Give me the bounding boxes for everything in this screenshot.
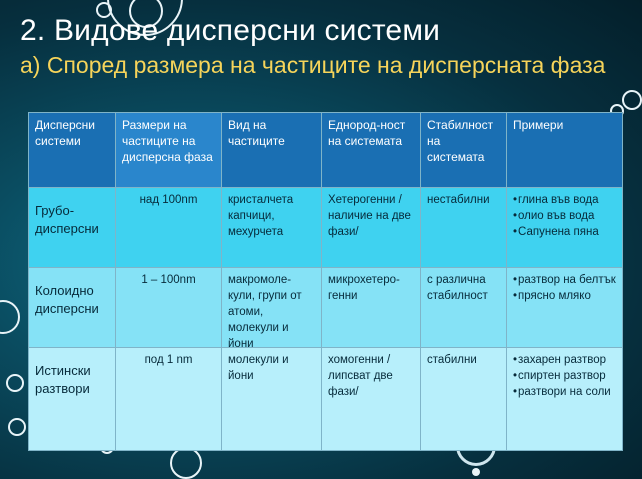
stability-cell: нестабилни — [421, 188, 507, 268]
size-cell: над 100nm — [116, 188, 222, 268]
examples-list — [513, 272, 616, 304]
examples-list — [513, 352, 616, 400]
header-cell: Размери на частиците на дисперсна фаза — [116, 113, 222, 188]
table-row — [29, 268, 623, 348]
list-item: • разтвори на соли — [513, 384, 616, 400]
list-item: • олио във вода — [513, 208, 616, 224]
particles-cell: молекули и йони — [222, 348, 322, 451]
page-subtitle: а) Според размера на частиците на дисперсната фаза — [20, 52, 606, 78]
table-row — [29, 188, 623, 268]
examples-cell — [507, 188, 623, 268]
examples-list — [513, 192, 616, 240]
decorative-bubble — [6, 374, 24, 392]
examples-cell — [507, 348, 623, 451]
decorative-bubble — [472, 468, 480, 476]
dispersion-systems-table — [28, 112, 623, 451]
table-header-row — [29, 113, 623, 188]
row-label: Истински разтвори — [29, 348, 116, 451]
size-cell: 1 – 100nm — [116, 268, 222, 348]
list-item: • спиртен разтвор — [513, 368, 616, 384]
header-cell: Вид на частиците — [222, 113, 322, 188]
list-item: • захарен разтвор — [513, 352, 616, 368]
homogeneity-cell: микрохетеро-генни — [322, 268, 421, 348]
header-cell: Еднород-ност на системата — [322, 113, 421, 188]
particles-cell — [222, 188, 322, 268]
examples-cell — [507, 268, 623, 348]
homogeneity-cell — [322, 188, 421, 268]
list-item: • глина във вода — [513, 192, 616, 208]
decorative-bubble — [0, 300, 20, 334]
homogeneity-text: Хетерогенни / наличие на две фази/ — [328, 194, 411, 238]
size-cell: под 1 nm — [116, 348, 222, 451]
header-cell: Примери — [507, 113, 623, 188]
stability-cell: стабилни — [421, 348, 507, 451]
decorative-bubble — [622, 90, 642, 110]
header-cell: Дисперсни системи — [29, 113, 116, 188]
row-label: Колоидно дисперсни — [29, 268, 116, 348]
particles-cell — [222, 268, 322, 348]
list-item: • разтвор на белтък — [513, 272, 616, 288]
decorative-bubble — [8, 418, 26, 436]
decorative-bubble — [170, 447, 202, 479]
list-item: • Сапунена пяна — [513, 224, 616, 240]
stability-cell: с различна стабилност — [421, 268, 507, 348]
table-row — [29, 348, 623, 451]
header-cell: Стабилност на системата — [421, 113, 507, 188]
page-title: 2. Видове дисперсни системи — [20, 14, 441, 47]
homogeneity-cell: хомогенни /липсват две фази/ — [322, 348, 421, 451]
particles-text: кристалчета капчици, мехурчета — [228, 194, 294, 238]
list-item: • прясно мляко — [513, 288, 616, 304]
row-label: Грубо-дисперсни — [29, 188, 116, 268]
particles-text: макромоле-кули, групи от атоми, молекули и йони — [228, 274, 302, 350]
